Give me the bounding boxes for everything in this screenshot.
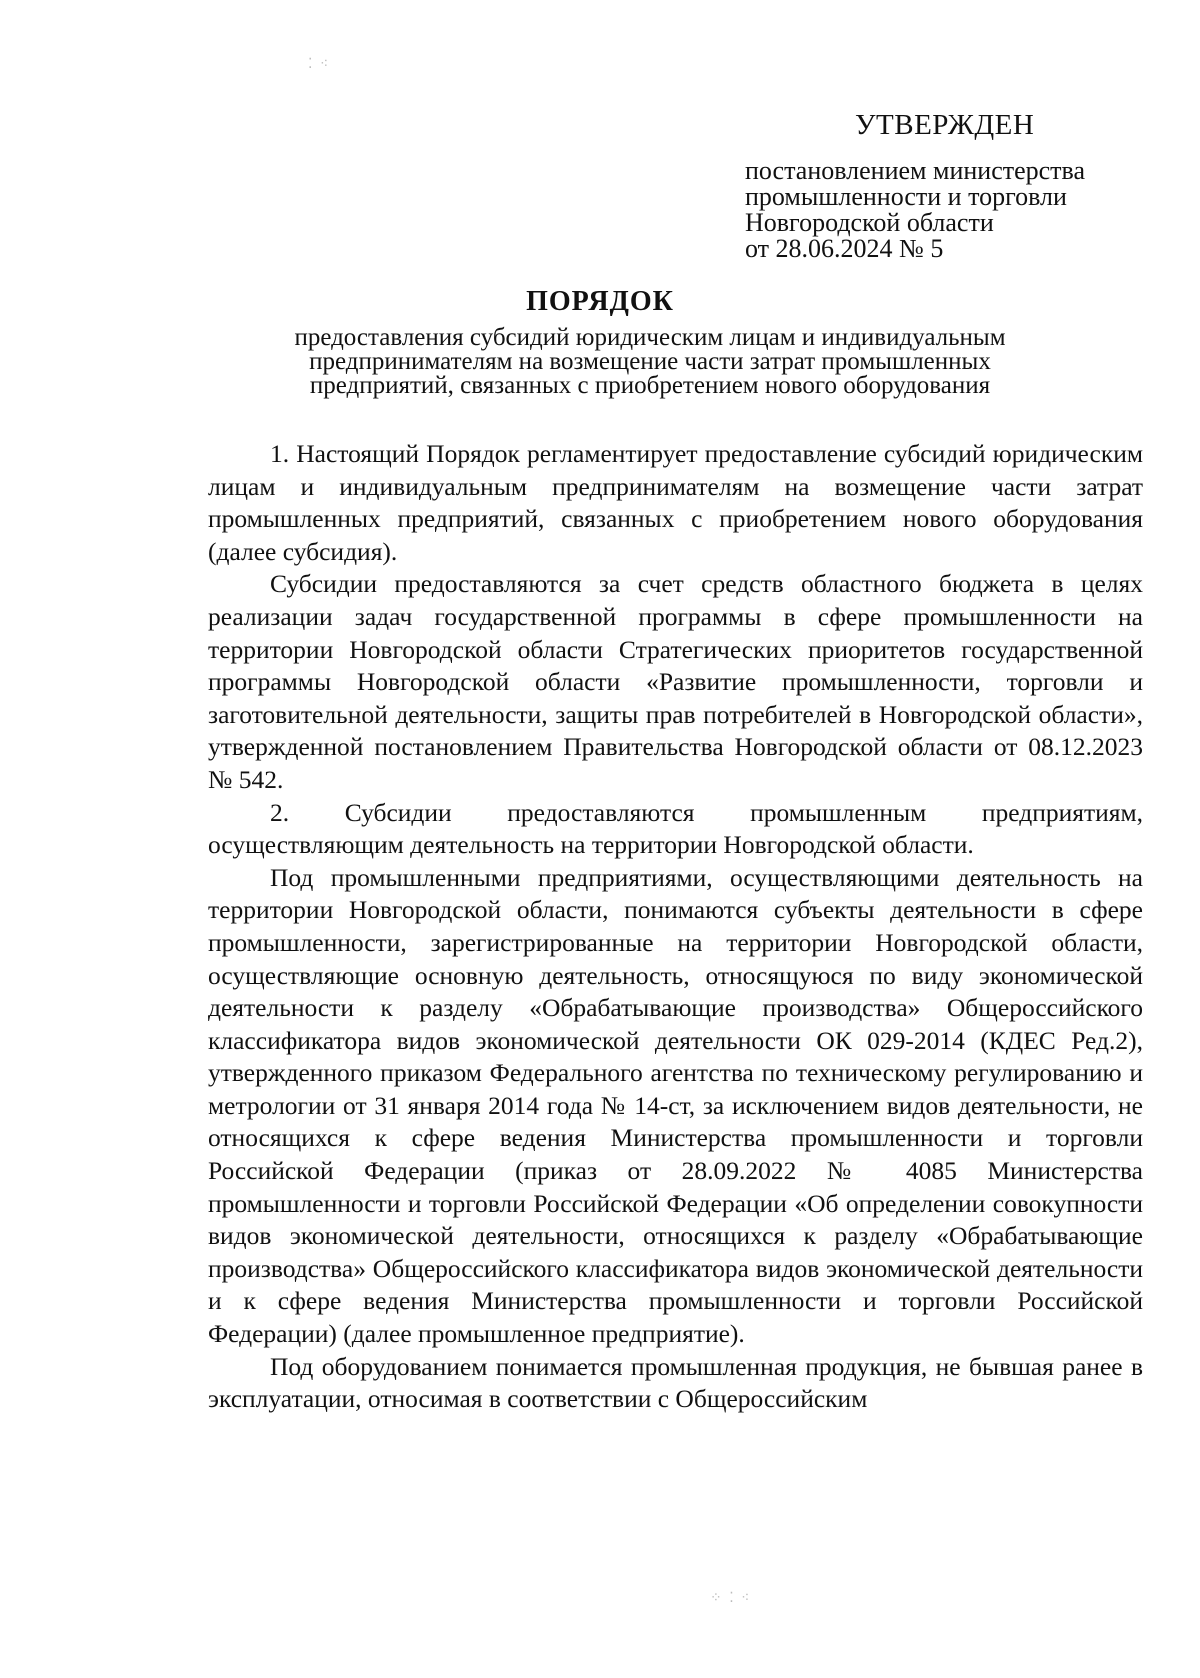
approval-details (745, 158, 1105, 262)
document-body (208, 438, 1143, 1416)
approval-line: промышленности и торговли (745, 182, 1067, 211)
approval-title: УТВЕРЖДЕН (855, 109, 1035, 141)
document-title: ПОРЯДОК (526, 286, 674, 317)
paragraph: Под промышленными предприятиями, осуществляющими деятельность на территории Новгородской области, понимаются субъекты деятельности в сфере промышленности, зарегистрированные на территории Новгородской области, осуществляющие основную деятельность, относящуюся по виду экономической деятельности к разделу «Обрабатывающие производства» Общероссийского классификатора видов экономической деятельности ОК 029-2014 (КДЕС Ред.2), утвержденного приказом Федерального агентства по техническому регулированию и метрологии от 31 января 2014 года № 14-ст, за исключением видов деятельности, не относящихся к сфере ведения Министерства промышленности и торговли Российской Федерации (приказ от 28.09.2022 № 4085 Министерства промышленности и торговли Российской Федерации «Об определении совокупности видов экономической деятельности, относящихся к разделу «Обрабатывающие производства» Общероссийского классификатора видов экономической деятельности и к сфере ведения Министерства промышленности и торговли Российской Федерации) (далее промышленное предприятие). (208, 862, 1143, 1349)
approval-line: постановлением министерства (745, 156, 1086, 185)
scan-artifact: ⁘ ⁚ ⁖ (710, 1591, 752, 1606)
subtitle-line: предприятий, связанных с приобретением нового оборудования (309, 372, 991, 399)
approval-line: Новгородской области (745, 208, 994, 237)
subtitle-line: предпринимателям на возмещение части затрат промышленных (309, 348, 991, 375)
scan-artifact: ⁚ ⁖ (308, 57, 331, 72)
document-subtitle (150, 326, 1150, 398)
subtitle-line: предоставления субсидий юридическим лицам и индивидуальным (294, 324, 1006, 351)
approval-line: от 28.06.2024 № 5 (745, 234, 944, 263)
paragraph: Субсидии предоставляются за счет средств областного бюджета в целях реализации задач государственной программы в сфере промышленности на территории Новгородской области Стратегических приоритетов государственной программы Новгородской области «Развитие промышленности, торговли и заготовительной деятельности, защиты прав потребителей в Новгородской области», утвержденной постановлением Правительства Новгородской области от 08.12.2023 № 542. (208, 569, 1143, 794)
paragraph: 2. Субсидии предоставляются промышленным предприятиям, осуществляющим деятельность на территории Новгородской области. (208, 797, 1143, 860)
approval-stamp (745, 108, 1105, 262)
paragraph: Под оборудованием понимается промышленная продукция, не бывшая ранее в эксплуатации, относимая в соответствии с Общероссийским (208, 1351, 1143, 1414)
paragraph: 1. Настоящий Порядок регламентирует предоставление субсидий юридическим лицам и индивидуальным предпринимателям на возмещение части затрат промышленных предприятий, связанных с приобретением нового оборудования (далее субсидия). (208, 439, 1143, 566)
